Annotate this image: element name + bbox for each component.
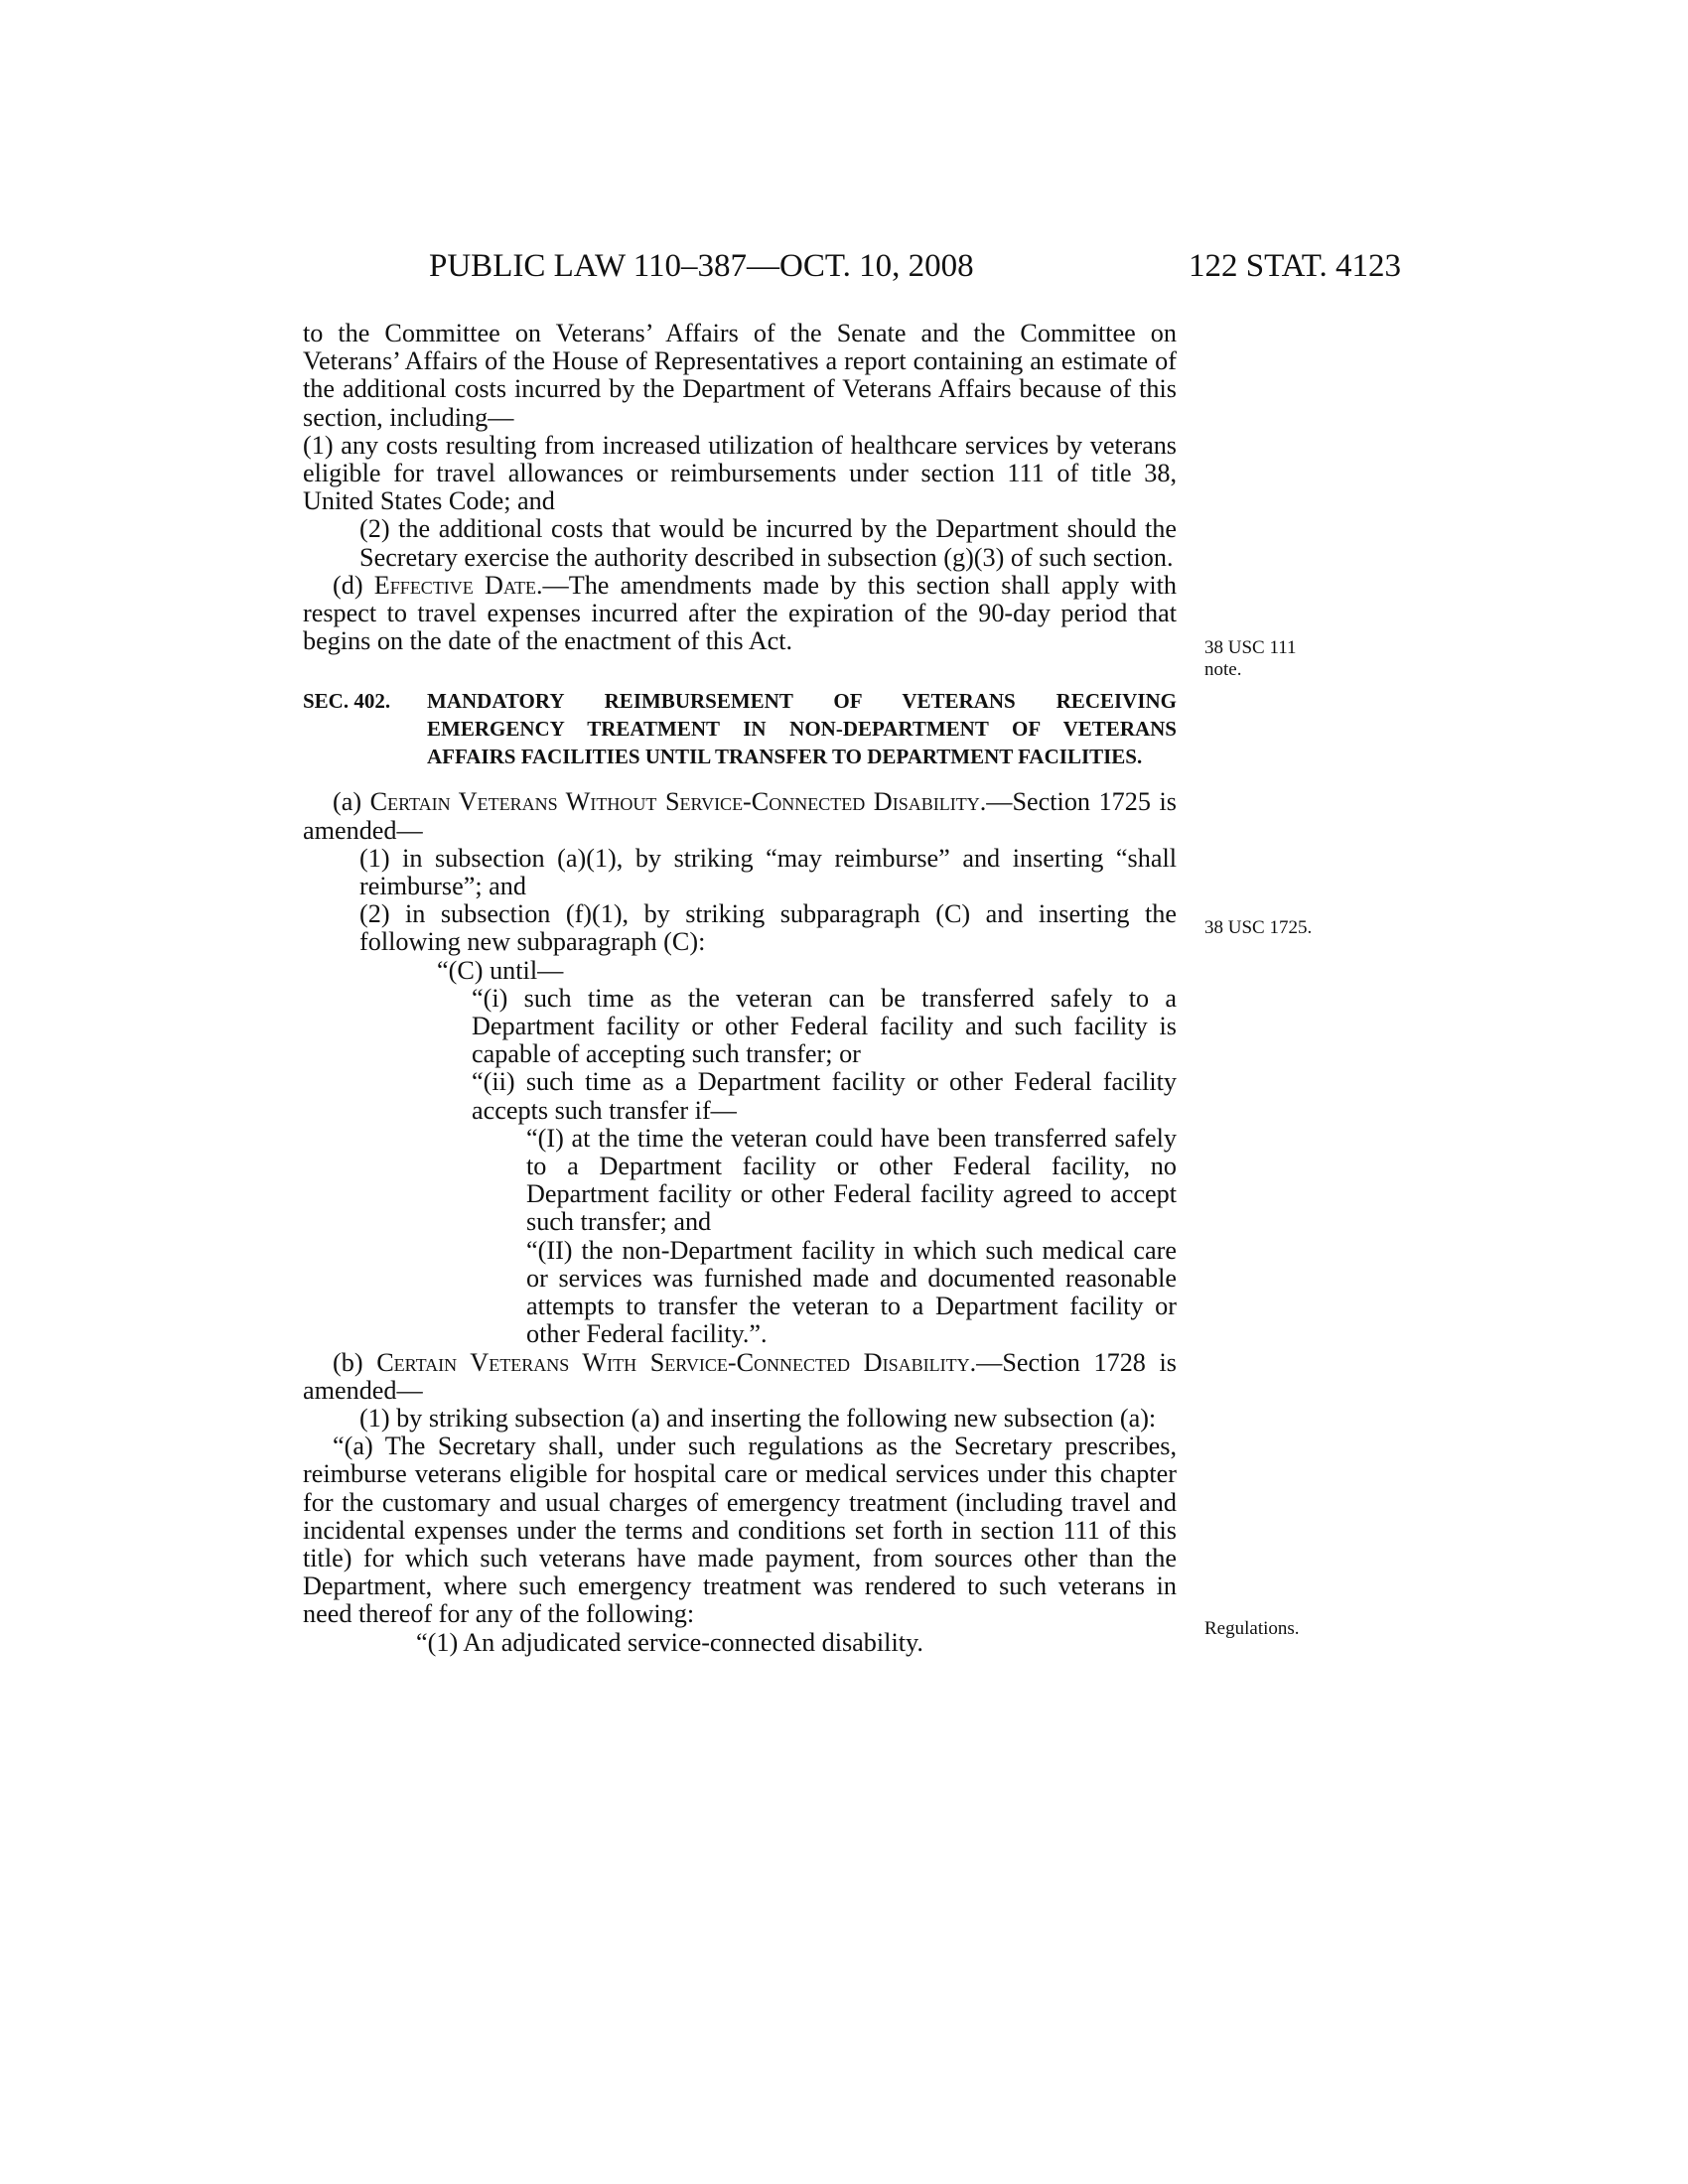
paragraph-c2 xyxy=(303,515,1177,571)
subsection-b xyxy=(303,1349,1177,1405)
paragraph-a2: (2) in subsection (f)(1), by striking subparagraph (C) and inserting the following new subparagraph (C): xyxy=(359,899,1177,957)
paragraph-c1 xyxy=(246,432,1177,516)
d-text: .—The amendments made by this section shall apply with respect to travel expenses incurred after the expiration of the 90-day period that begins on the date of the enactment of this Act. xyxy=(303,570,1177,656)
intro-paragraph: to the Committee on Veterans’ Affairs of the Senate and the Committee on Veterans’ Affairs of the House of Representatives a report containing an estimate of the additional costs incurred by the Department of Veterans Affairs because of this section, including— xyxy=(303,319,1177,432)
paragraph-a1: (1) in subsection (a)(1), by striking “may reimburse” and inserting “shall reimburse”; and xyxy=(359,843,1177,901)
inserted-subsection-a: “(a) The Secretary shall, under such regulations as the Secretary prescribes, reimburse veterans eligible for hospital care or medical services under this chapter for the customary and usual charges of emergency treatment (including travel and incidental expenses under the terms and conditions set forth in section 111 of this title) for which such veterans have made payment, from sources other than the Department, where such emergency treatment was rendered to such veterans in need thereof for any of the following: xyxy=(303,1432,1177,1629)
margin-note-regulations: Regulations. xyxy=(1204,1618,1300,1639)
margin-note-usc-111 xyxy=(1204,637,1297,681)
a-heading: Certain Veterans Without Service-Connected Disability xyxy=(369,787,980,817)
a-text: .—Section 1725 is amended— xyxy=(303,787,1177,845)
margin-note-usc-1725: 38 USC 1725. xyxy=(1204,917,1313,938)
b-heading: Certain Veterans With Service-Connected Disability xyxy=(376,1347,970,1377)
d-heading: Effective Date xyxy=(373,570,536,600)
margin-note-line: 38 USC 111 xyxy=(1204,637,1297,658)
subclause-II: “(II) the non-Department facility in which such medical care or services was furnished made and documented reasonable attempts to transfer the veteran to a Department facility or other Federal facility.”. xyxy=(526,1235,1177,1349)
subsection-d xyxy=(303,572,1177,656)
clause-i: “(i) such time as the veteran can be transferred safely to a Department facility or other Federal facility and such facility is capable of accepting such transfer; or xyxy=(472,983,1177,1069)
a-label: (a) xyxy=(333,787,370,817)
b-label: (b) xyxy=(333,1347,377,1377)
section-number: SEC. 402. xyxy=(303,689,391,714)
subsection-a xyxy=(303,788,1177,844)
clause-ii: “(ii) such time as a Department facility or other Federal facility accepts such transfer if— xyxy=(472,1067,1177,1125)
c2-text: (2) the additional costs that would be incurred by the Department should the Secretary exercise the authority described in subsection (g)(3) of such section. xyxy=(359,514,1177,572)
c1-text: (1) any costs resulting from increased utilization of healthcare services by veterans eligible for travel allowances or reimbursements under section 111 of title 38, United States Code; and xyxy=(303,430,1177,516)
page-number-header: 122 STAT. 4123 xyxy=(1189,248,1402,284)
section-402-heading xyxy=(303,687,1177,770)
b-text: .—Section 1728 is amended— xyxy=(303,1347,1177,1405)
section-title: MANDATORY REIMBURSEMENT OF VETERANS RECEIVING EMERGENCY TREATMENT IN NON-DEPARTMENT OF VETERANS AFFAIRS FACILITIES UNTIL TRANSFER TO DEPARTMENT FACILITIES. xyxy=(427,689,1177,769)
body-text xyxy=(303,320,1177,1657)
inserted-paragraph-1: “(1) An adjudicated service-connected disability. xyxy=(416,1627,923,1657)
paragraph-b1: (1) by striking subsection (a) and inserting the following new subsection (a): xyxy=(359,1403,1157,1433)
d-label: (d) xyxy=(333,570,374,600)
subparagraph-C: “(C) until— xyxy=(437,955,564,985)
subclause-I: “(I) at the time the veteran could have been transferred safely to a Department facility or other Federal facility, no Department facility or other Federal facility agreed to accept such transfer; and xyxy=(526,1123,1177,1237)
margin-note-line: note. xyxy=(1204,659,1242,680)
running-header-left: PUBLIC LAW 110–387—OCT. 10, 2008 xyxy=(429,248,974,284)
